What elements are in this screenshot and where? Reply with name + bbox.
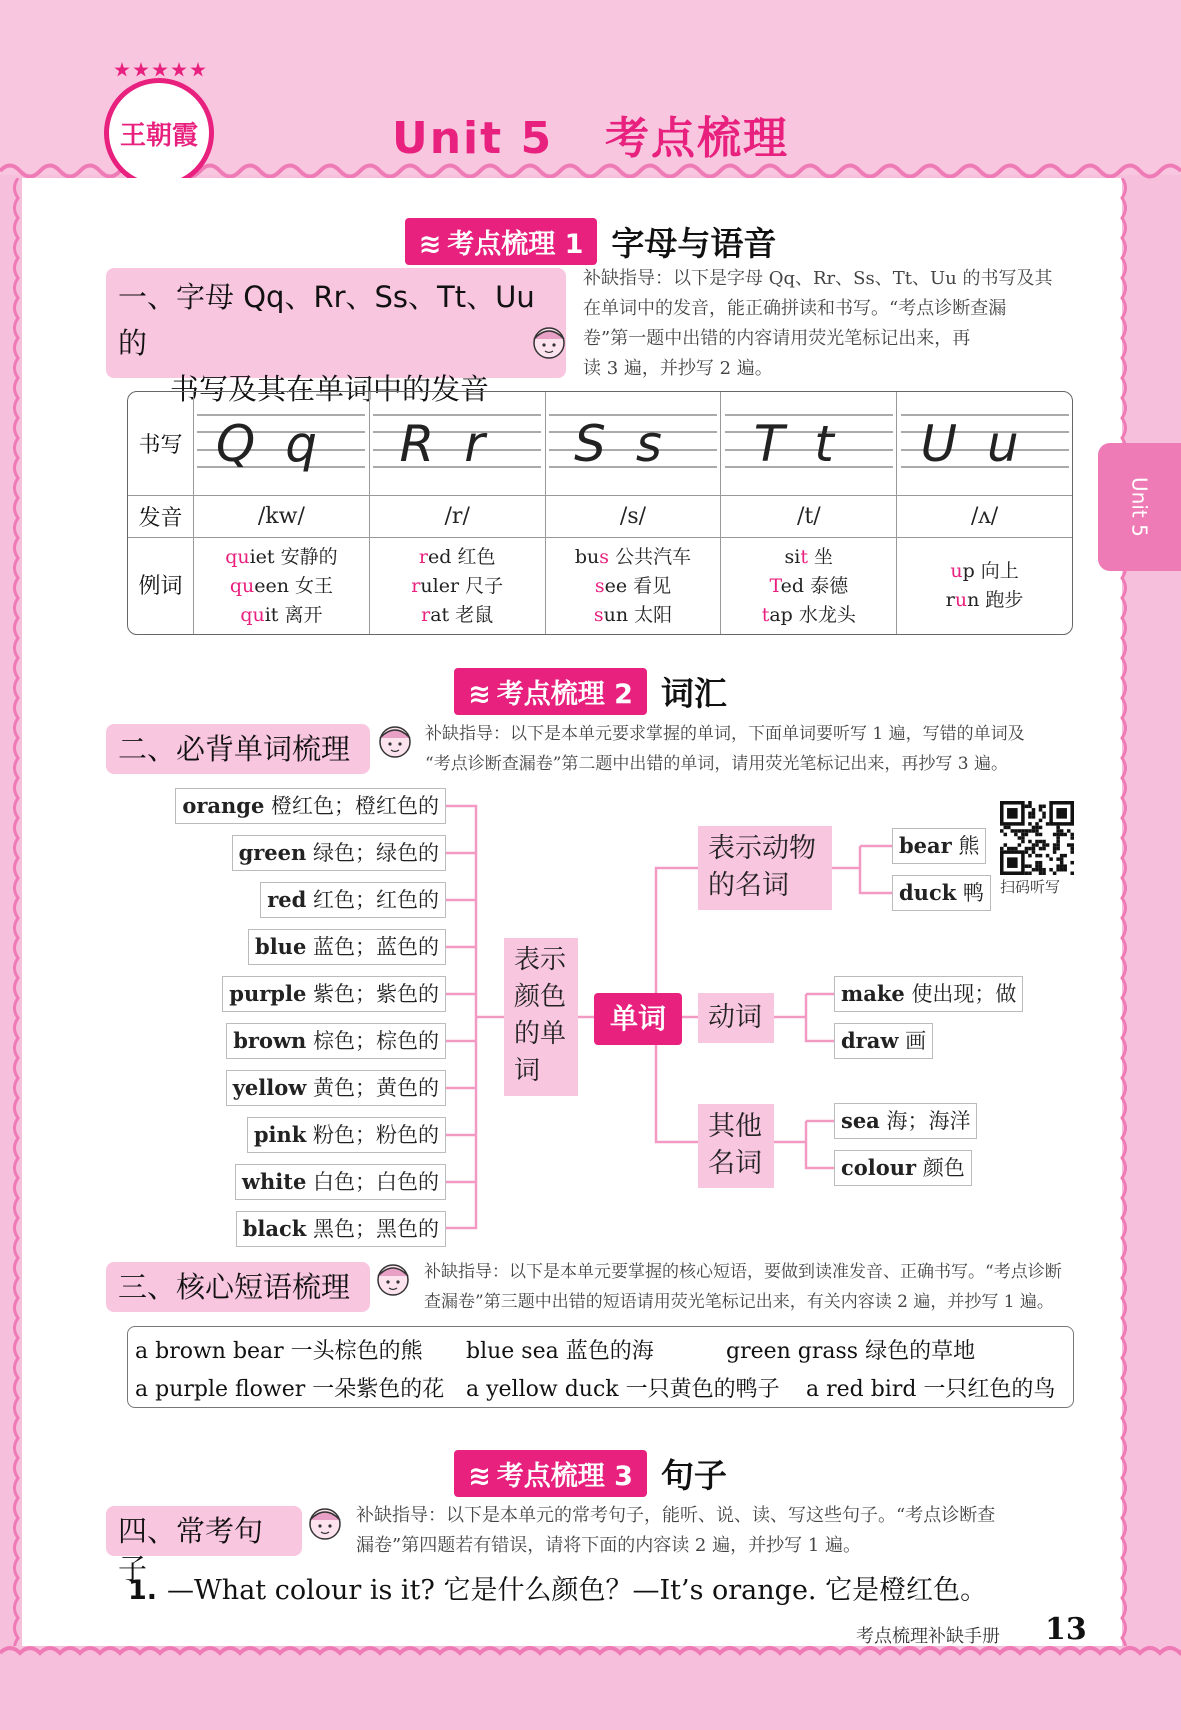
color-word xyxy=(226,1023,446,1059)
word-zh: 绿色；绿色的 xyxy=(306,841,439,865)
example-word: sun 太阳 xyxy=(593,603,673,626)
word-en: green xyxy=(238,840,307,865)
example-word: red 红色 xyxy=(418,545,496,568)
color-word xyxy=(235,1164,446,1200)
animal-group-box xyxy=(698,826,832,910)
section1-note-line4: 读 3 遍，并抄写 2 遍。 xyxy=(583,358,773,379)
color-word xyxy=(260,882,446,918)
word-en: blue xyxy=(255,934,307,959)
word-zh: 使出现；做 xyxy=(911,982,1017,1006)
example-word: quit 离开 xyxy=(240,603,323,626)
section2-badge-text: 考点梳理 2 xyxy=(496,679,633,710)
word-en: pink xyxy=(253,1122,307,1147)
word-en: make xyxy=(841,981,905,1006)
word-zh: 画 xyxy=(905,1029,927,1053)
animal-group-line1: 表示动物 xyxy=(708,833,816,864)
footer-book-title: 考点梳理补缺手册 xyxy=(856,1626,1000,1647)
section1-note-line2: 在单词中的发音，能正确拼读和书写。“考点诊断查漏 xyxy=(583,298,1007,319)
word-en: yellow xyxy=(232,1075,307,1100)
row-label-sound: 发音 xyxy=(128,496,194,538)
word-zh: 熊 xyxy=(958,834,980,858)
word-en: orange xyxy=(182,793,265,818)
phrase-item: a yellow duck 一只黄色的鸭子 xyxy=(466,1377,780,1402)
word-en: colour xyxy=(841,1155,917,1180)
section4-header xyxy=(0,1450,1181,1497)
word-zh: 鸭 xyxy=(962,881,984,905)
other-word xyxy=(834,1150,972,1186)
section1-label-line1: 一、字母 Qq、Rr、Ss、Tt、Uu 的 xyxy=(118,280,535,360)
sound-s: /s/ xyxy=(546,496,722,538)
animal-word xyxy=(892,875,991,911)
sound-r: /r/ xyxy=(370,496,546,538)
animal-word xyxy=(892,828,986,864)
section1-note-line3: 卷”第一题中出错的内容请用荧光笔标记出来，再 xyxy=(583,328,971,349)
color-group-line1: 表示 xyxy=(514,945,567,975)
section1-note-line1: 补缺指导：以下是字母 Qq、Rr、Ss、Tt、Uu 的书写及其 xyxy=(583,268,1053,289)
cartoon-girl-icon xyxy=(306,1504,344,1548)
phrase-item: a red bird 一只红色的鸟 xyxy=(806,1377,1056,1402)
key-sentence xyxy=(128,1568,987,1607)
section1-title: 字母与语音 xyxy=(611,224,777,263)
letter-s: Ss xyxy=(574,414,692,473)
wave-icon: ≋ xyxy=(468,679,491,710)
verb-group-box: 动词 xyxy=(698,993,774,1043)
letter-q: Qq xyxy=(215,414,347,473)
letter-r: Rr xyxy=(399,414,515,473)
word-en: brown xyxy=(233,1028,307,1053)
word-zh: 紫色；紫色的 xyxy=(306,982,439,1006)
color-group-line2: 颜色 xyxy=(514,982,567,1012)
word-zh: 蓝色；蓝色的 xyxy=(306,935,439,959)
sentence-text: —What colour is it? 它是什么颜色？—It’s orange. 它是橙红色。 xyxy=(167,1575,988,1606)
letter-u: Uu xyxy=(920,414,1049,473)
section2-title: 词汇 xyxy=(660,674,727,713)
word-zh: 棕色；棕色的 xyxy=(306,1029,439,1053)
section3-label: 三、核心短语梳理 xyxy=(106,1262,370,1312)
word-en: duck xyxy=(899,880,957,905)
phrase-item: a brown bear 一头棕色的熊 xyxy=(135,1339,423,1364)
word-en: black xyxy=(242,1216,307,1241)
example-word: run 跑步 xyxy=(945,589,1024,611)
word-zh: 海；海洋 xyxy=(886,1109,971,1133)
section2-label: 二、必背单词梳理 xyxy=(106,724,370,774)
word-zh: 颜色 xyxy=(922,1156,965,1180)
section3-note xyxy=(424,1257,1084,1317)
example-word: up 向上 xyxy=(950,560,1019,582)
page-title: Unit 5 考点梳理 xyxy=(391,113,790,164)
section4-note-line1: 补缺指导：以下是本单元的常考句子，能听、说、读、写这些句子。“考点诊断查 xyxy=(356,1505,996,1526)
verb-word xyxy=(834,1023,933,1059)
color-word xyxy=(226,1070,446,1106)
sentence-number: 1. xyxy=(128,1575,158,1606)
qr-caption: 扫码听写 xyxy=(1000,878,1061,896)
color-group-line4: 词 xyxy=(514,1056,541,1086)
color-word xyxy=(236,1211,446,1247)
section1-badge-text: 考点梳理 1 xyxy=(447,229,584,260)
example-word: rat 老鼠 xyxy=(421,603,494,626)
section3-note-line1: 补缺指导：以下是本单元要掌握的核心短语，要做到读准发音、正确书写。“考点诊断 xyxy=(424,1262,1062,1282)
word-zh: 粉色；粉色的 xyxy=(306,1123,439,1147)
word-zh: 白色；白色的 xyxy=(306,1170,439,1194)
center-node: 单词 xyxy=(594,993,682,1045)
wave-icon: ≋ xyxy=(418,229,442,260)
example-word: quiet 安静的 xyxy=(225,545,338,568)
verb-word xyxy=(834,976,1023,1012)
example-word: queen 女王 xyxy=(229,574,333,597)
other-group-line1: 其他 xyxy=(708,1111,762,1142)
side-tab-label: Unit 5 xyxy=(1127,477,1152,537)
row-label-writing: 书写 xyxy=(128,392,194,496)
word-zh: 橙红色；橙红色的 xyxy=(264,794,439,818)
other-group-line2: 名词 xyxy=(708,1148,762,1179)
word-zh: 黑色；黑色的 xyxy=(306,1217,439,1241)
color-word xyxy=(232,835,446,871)
row-label-examples: 例词 xyxy=(128,538,194,634)
example-word: Ted 泰德 xyxy=(769,574,849,597)
word-zh: 黄色；黄色的 xyxy=(306,1076,439,1100)
page-number: 13 xyxy=(1045,1612,1087,1647)
other-group-box xyxy=(698,1104,774,1188)
qr-code-icon[interactable] xyxy=(1000,801,1074,875)
logo-text: 王朝霞 xyxy=(119,120,198,151)
section2-note-line2: “考点诊断查漏卷”第二题中出错的单词，请用荧光笔标记出来，再抄写 3 遍。 xyxy=(425,754,1009,774)
section2-note-line1: 补缺指导：以下是本单元要求掌握的单词，下面单词要听写 1 遍，写错的单词及 xyxy=(425,724,1025,744)
word-en: white xyxy=(241,1169,307,1194)
wave-icon: ≋ xyxy=(468,1461,491,1492)
section3-note-line2: 查漏卷”第三题中出错的短语请用荧光笔标记出来，有关内容读 2 遍，并抄写 1 遍。 xyxy=(424,1292,1054,1312)
word-en: purple xyxy=(229,981,307,1006)
section4-badge-text: 考点梳理 3 xyxy=(496,1461,633,1492)
word-en: red xyxy=(267,887,307,912)
word-en: bear xyxy=(899,833,952,858)
section4-note xyxy=(356,1501,1086,1561)
section4-title: 句子 xyxy=(660,1456,727,1495)
example-word: see 看见 xyxy=(594,574,672,597)
section4-note-line2: 漏卷”第四题若有错误，请将下面的内容读 2 遍，并抄写 1 遍。 xyxy=(356,1535,861,1556)
example-word: bus 公共汽车 xyxy=(574,545,692,568)
phrase-item: a purple flower 一朵紫色的花 xyxy=(135,1377,445,1402)
color-group-box xyxy=(504,938,578,1096)
example-word: sit 坐 xyxy=(784,545,834,568)
other-word xyxy=(834,1103,977,1139)
letter-t: Tt xyxy=(753,414,864,473)
phrase-item: green grass 绿色的草地 xyxy=(726,1339,976,1364)
phrase-item: blue sea 蓝色的海 xyxy=(466,1339,654,1364)
color-word xyxy=(222,976,446,1012)
example-word: tap 水龙头 xyxy=(761,603,856,626)
word-en: draw xyxy=(841,1028,899,1053)
sound-u: /ʌ/ xyxy=(897,496,1072,538)
animal-group-line2: 的名词 xyxy=(708,870,789,901)
section4-badge xyxy=(454,1450,647,1497)
section1-label-line2: 书写及其在单词中的发音 xyxy=(170,372,490,406)
word-zh: 红色；红色的 xyxy=(306,888,439,912)
cartoon-girl-icon xyxy=(374,1260,412,1304)
sound-q: /kw/ xyxy=(194,496,370,538)
word-en: sea xyxy=(841,1108,880,1133)
section4-label: 四、常考句子 xyxy=(106,1506,302,1556)
color-word xyxy=(247,1117,446,1153)
sound-t: /t/ xyxy=(721,496,897,538)
color-word xyxy=(175,788,446,824)
color-group-line3: 的单 xyxy=(514,1019,567,1049)
example-word: ruler 尺子 xyxy=(411,574,504,597)
color-word xyxy=(248,929,446,965)
